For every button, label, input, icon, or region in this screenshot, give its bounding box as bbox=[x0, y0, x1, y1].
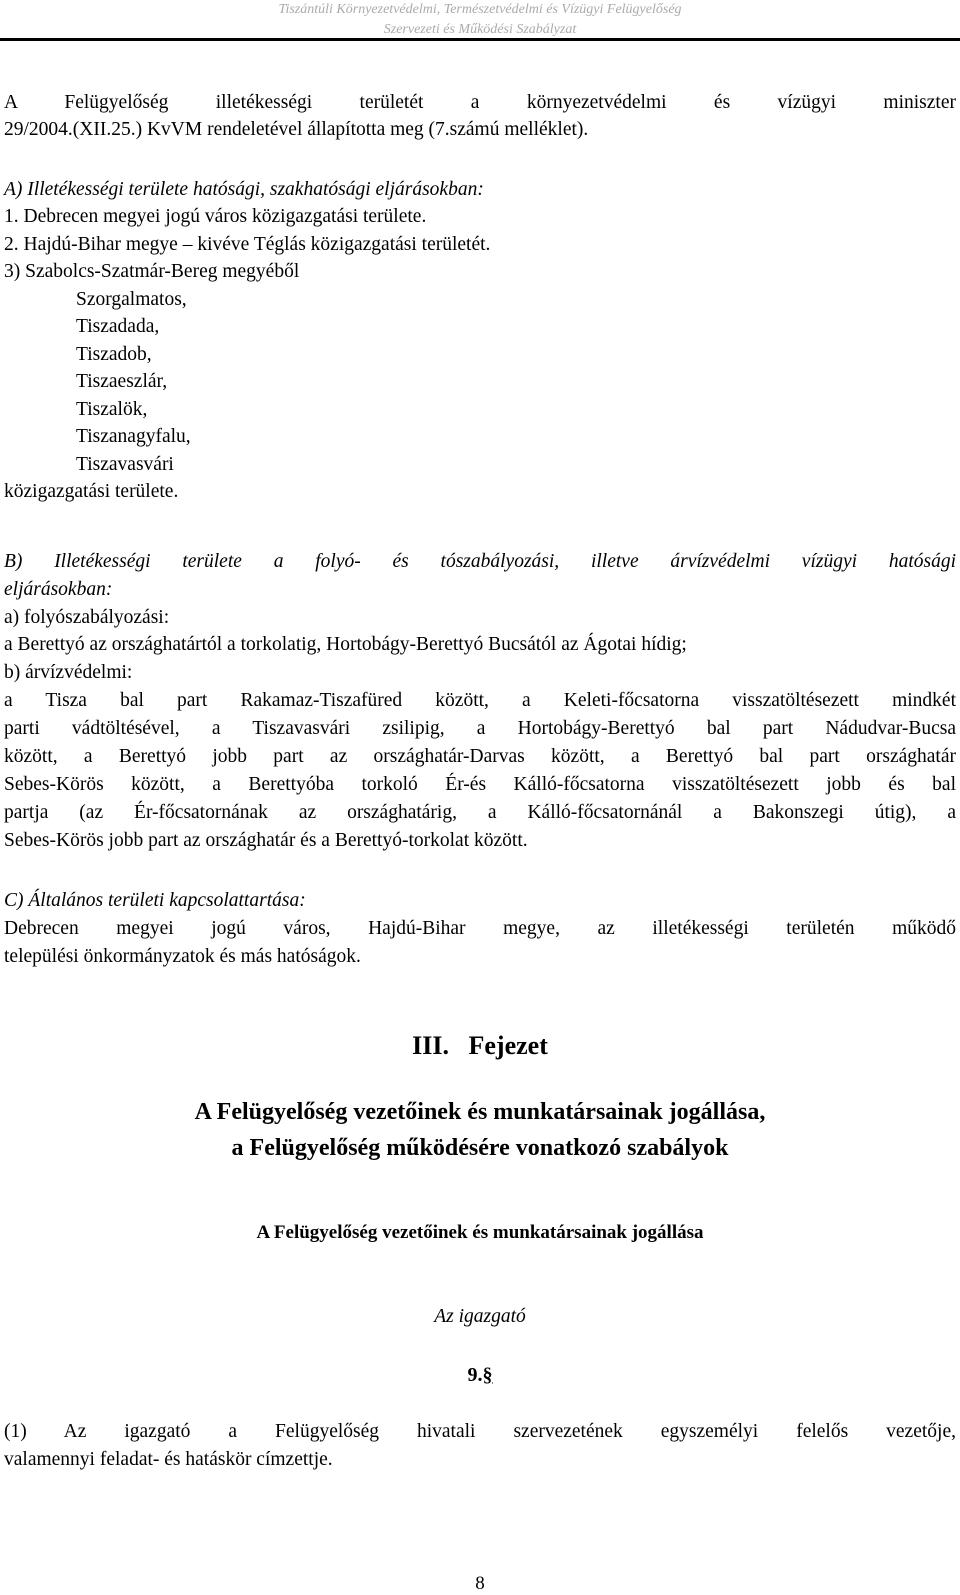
header-subtitle: Szervezeti és Működési Szabályzat bbox=[383, 22, 577, 37]
paragraph-line: (1) Az igazgató a Felügyelőség hivatali szervezetének egyszemélyi felelős vezetője, bbox=[4, 1421, 956, 1442]
intro-line: A Felügyelőség illetékességi területét a környezetvédelmi és vízügyi miniszter bbox=[4, 92, 956, 113]
role-heading: Az igazgató bbox=[434, 1306, 526, 1327]
section-b-b-label: b) árvízvédelmi: bbox=[4, 662, 133, 683]
section-b-b-line: között, a Berettyó jobb part az országhatár-Darvas között, a Berettyó bal part országhatár bbox=[4, 746, 956, 767]
town-item: Tiszalök, bbox=[76, 399, 148, 420]
section-b-b-line: Sebes-Körös között, a Berettyóba torkoló Ér-és Kálló-főcsatorna visszatöltésezett jobb és bal bbox=[4, 774, 956, 795]
section-b-a-text: a Berettyó az országhatártól a torkolatig, Hortobágy-Berettyó Bucsától az Ágotai hídig; bbox=[4, 634, 687, 655]
section-b-b-line: a Tisza bal part Rakamaz-Tiszafüred között, a Keleti-főcsatorna visszatöltésezett mindkét bbox=[4, 690, 956, 711]
section-b-b-line: parti vádtöltésével, a Tiszavasvári zsilipig, a Hortobágy-Berettyó bal part Nádudvar-Bucsa bbox=[4, 718, 956, 739]
section-b-title: B) Illetékességi területe a folyó- és tószabályozási, illetve árvízvédelmi vízügyi hatósági bbox=[4, 551, 956, 572]
chapter-number: III. bbox=[412, 1031, 449, 1060]
section-a-closing: közigazgatási területe. bbox=[4, 481, 179, 502]
page-header bbox=[0, 0, 960, 40]
header-title: Tiszántúli Környezetvédelmi, Természetvédelmi és Vízügyi Felügyelőség bbox=[278, 2, 682, 17]
town-item: Tiszaeszlár, bbox=[76, 371, 168, 392]
section-a-item-3: 3) Szabolcs-Szatmár-Bereg megyéből bbox=[4, 261, 300, 282]
section-sign: § bbox=[482, 1364, 493, 1386]
section-b-b-line: partja (az Ér-főcsatornának az országhatárig, a Kálló-főcsatornánál a Bakonszegi útig), a bbox=[4, 802, 956, 823]
section-a-item-2: 2. Hajdú-Bihar megye – kivéve Téglás közigazgatási területét. bbox=[4, 234, 491, 255]
chapter-title bbox=[0, 1094, 960, 1166]
page-number: 8 bbox=[475, 1573, 485, 1594]
subsection-title: A Felügyelőség vezetőinek és munkatársainak jogállása bbox=[256, 1222, 704, 1243]
section-b-b-line: Sebes-Körös jobb part az országhatár és a Berettyó-torkolat között. bbox=[4, 830, 528, 851]
town-item: Szorgalmatos, bbox=[76, 289, 187, 310]
section-number bbox=[0, 1361, 960, 1389]
header-rule bbox=[0, 38, 960, 41]
chapter-title-line: a Felügyelőség működésére vonatkozó szabályok bbox=[231, 1135, 729, 1161]
paragraph-line: valamennyi feladat- és hatáskör címzettje. bbox=[4, 1449, 333, 1470]
chapter-word: Fejezet bbox=[468, 1031, 548, 1060]
section-c-title: C) Általános területi kapcsolattartása: bbox=[4, 890, 306, 911]
chapter-heading bbox=[0, 1030, 960, 1062]
section-c-line: települési önkormányzatok és más hatóságok. bbox=[4, 946, 361, 967]
section-b-title-cont: eljárásokban: bbox=[4, 579, 113, 600]
section-c-line: Debrecen megyei jogú város, Hajdú-Bihar megye, az illetékességi területén működő bbox=[4, 918, 956, 939]
town-item: Tiszadada, bbox=[76, 316, 160, 337]
town-item: Tiszadob, bbox=[76, 344, 152, 365]
chapter-title-line: A Felügyelőség vezetőinek és munkatársainak jogállása, bbox=[194, 1099, 766, 1125]
town-item: Tiszanagyfalu, bbox=[76, 426, 191, 447]
section-b-a-label: a) folyószabályozási: bbox=[4, 607, 170, 628]
section-a-item-1: 1. Debrecen megyei jogú város közigazgatási területe. bbox=[4, 206, 427, 227]
intro-line: 29/2004.(XII.25.) KvVM rendeletével állapította meg (7.számú melléklet). bbox=[4, 119, 589, 140]
section-number-value: 9. bbox=[467, 1364, 483, 1386]
section-a-title: A) Illetékességi területe hatósági, szakhatósági eljárásokban: bbox=[4, 179, 484, 200]
town-item: Tiszavasvári bbox=[76, 454, 174, 475]
